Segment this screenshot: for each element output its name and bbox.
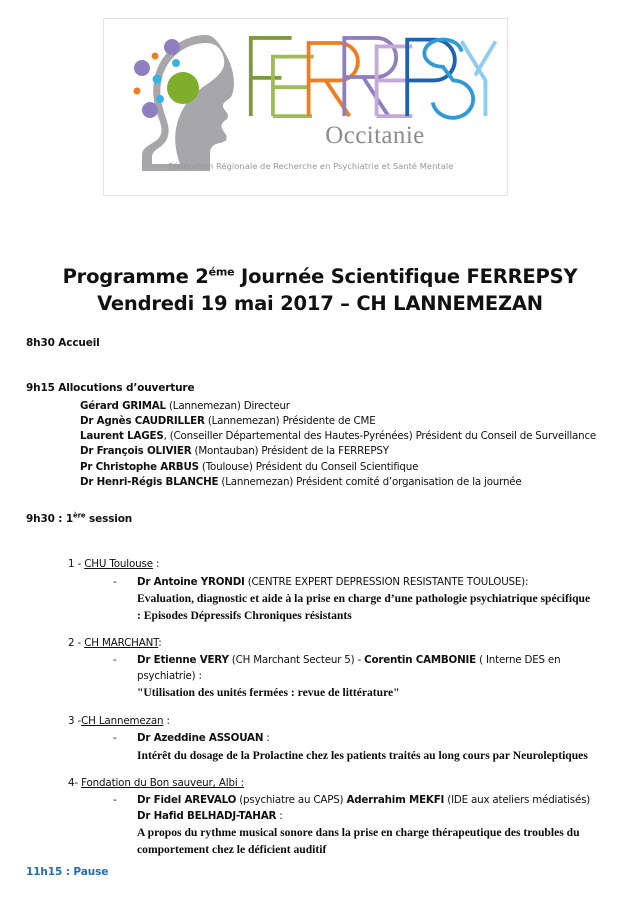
speaker-detail: (Lannemezan) Directeur: [165, 399, 290, 412]
ferrepsy-wordmark: [244, 31, 499, 123]
speaker-detail: (Toulouse) Président du Conseil Scientifique: [198, 460, 419, 473]
schedule-allocutions-heading: 9h15 Allocutions d’ouverture: [26, 382, 195, 395]
presentation-block-3: [26, 714, 616, 764]
talk-title: "Utilisation des unités fermées : revue de littérature": [137, 686, 400, 700]
speaker-name: Gérard GRIMAL: [80, 399, 166, 412]
session-1-heading: 9h30 : 1ère session: [26, 511, 133, 526]
ferrepsy-logo-box: [103, 18, 508, 196]
schedule-accueil: 8h30 Accueil: [26, 337, 100, 349]
presenter-line: Dr Fidel AREVALO (psychiatre au CAPS) Aderrahim MEKFI (IDE aux ateliers médiatisés): [137, 794, 591, 807]
schedule-pause: 11h15 : Pause: [26, 866, 109, 878]
logo-region-label: Occitanie: [325, 122, 425, 149]
presentation-block-4: [26, 776, 616, 858]
speaker-detail: (Lannemezan) Présidente de CME: [204, 415, 376, 428]
bullet-dash: -: [113, 794, 117, 807]
list-item: [80, 444, 616, 459]
talk-title: A propos du rythme musical sonore dans la prise en charge thérapeutique des troubles du comportement chez le déficient auditif: [137, 826, 580, 856]
logo-tagline: Fédération Régionale de Recherche en Psychiatrie et Santé Mentale: [168, 161, 454, 171]
institution-name: CH Lannemezan: [81, 714, 164, 727]
institution-heading: 2 - CH MARCHANT:: [68, 636, 162, 649]
neuron-dots-icon: [110, 25, 260, 177]
speaker-name: Dr François OLIVIER: [80, 445, 192, 458]
opening-speakers-list: [26, 399, 616, 490]
bullet-dash: -: [113, 575, 117, 588]
list-item: [80, 414, 616, 429]
institution-heading: 3 -CH Lannemezan :: [68, 714, 170, 727]
institution-name: CHU Toulouse: [84, 558, 153, 571]
list-item: [80, 460, 616, 475]
presenter-line: Dr Azeddine ASSOUAN :: [137, 732, 270, 745]
presenter-line: Dr Antoine YRONDI (CENTRE EXPERT DEPRESSION RESISTANTE TOULOUSE):: [137, 575, 529, 588]
bullet-dash: -: [113, 732, 117, 745]
institution-name: Fondation du Bon sauveur, Albi :: [81, 776, 244, 789]
talk-title: Evaluation, diagnostic et aide à la prise en charge d’une pathologie psychiatrique spécifique : Episodes Dépressifs Chroniques résistants: [137, 592, 591, 622]
talk-title: Intérêt du dosage de la Prolactine chez les patients traités au long cours par Neuroleptiques: [137, 748, 588, 762]
presenter-line: Dr Etienne VERY (CH Marchant Secteur 5) - Corentin CAMBONIE ( Interne DES en psychiatrie) :: [137, 654, 561, 682]
list-item: [80, 475, 616, 490]
speaker-name: Pr Christophe ARBUS: [80, 460, 199, 473]
page-title: [0, 263, 640, 317]
institution-heading: 1 - CHU Toulouse :: [68, 558, 160, 571]
title-line-2: Vendredi 19 mai 2017 – CH LANNEMEZAN: [97, 292, 543, 316]
institution-heading: 4- Fondation du Bon sauveur, Albi :: [68, 776, 244, 789]
session-ordinal-suffix: ère: [73, 511, 86, 520]
title-ordinal-suffix: éme: [208, 265, 235, 279]
speaker-detail: , (Conseiller Départemental des Hautes-Pyrénées) Président du Conseil de Surveillance: [163, 430, 597, 443]
speaker-detail: (Lannemezan) Président comité d’organisation de la journée: [218, 475, 522, 488]
institution-name: CH MARCHANT: [84, 636, 159, 649]
presentation-block-1: [26, 557, 616, 623]
bullet-dash: -: [113, 654, 117, 667]
list-item: [80, 399, 616, 414]
program-content: [26, 336, 616, 870]
presentation-block-2: [26, 636, 616, 702]
presenter-line-2: Dr Hafid BELHADJ-TAHAR :: [137, 809, 283, 822]
speaker-detail: (Montauban) Président de la FERREPSY: [191, 445, 389, 458]
speaker-name: Dr Henri-Régis BLANCHE: [80, 475, 219, 488]
title-line-1: Programme $2^{éme}$ Journée Scientifique FERREPSY: [62, 265, 578, 289]
brain-head-logo-icon: [110, 25, 260, 177]
speaker-name: Dr Agnès CAUDRILLER: [80, 415, 205, 428]
list-item: [80, 429, 616, 444]
speaker-name: Laurent LAGES: [80, 430, 164, 443]
